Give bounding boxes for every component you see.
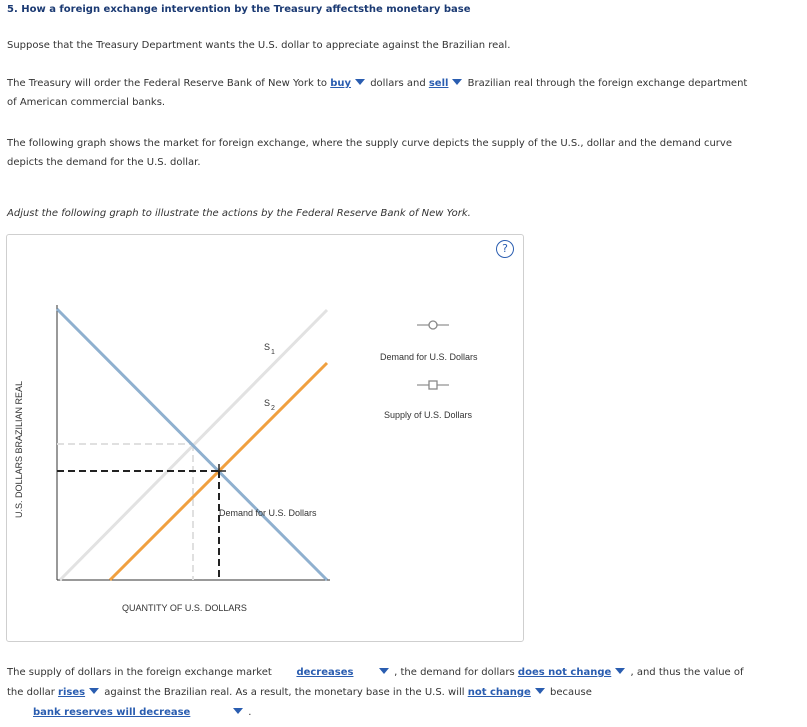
s1-label-sub: 1 bbox=[271, 349, 275, 356]
dropdown-value: rises bbox=[58, 687, 86, 698]
demand-change-dropdown[interactable] bbox=[518, 663, 627, 682]
help-icon[interactable]: ? bbox=[496, 240, 514, 258]
legend-supply-label: Supply of U.S. Dollars bbox=[384, 410, 473, 420]
s2-label: S bbox=[264, 398, 271, 408]
graph-description-2: depicts the demand for the U.S. dollar. bbox=[7, 157, 201, 168]
reason-dropdown[interactable] bbox=[7, 703, 245, 722]
legend-demand-handle[interactable] bbox=[429, 321, 437, 329]
graph-description-1: The following graph shows the market for foreign exchange, where the supply curve depicts the supply of the U.S., dollar and the demand curve bbox=[7, 138, 732, 149]
s2-label-sub: 2 bbox=[271, 405, 275, 412]
action-text-c: Brazilian real through the foreign exchange department bbox=[467, 78, 748, 89]
demand-curve-label: Demand for U.S. Dollars bbox=[219, 508, 317, 518]
x-axis-label: QUANTITY OF U.S. DOLLARS bbox=[122, 603, 247, 613]
answer-text-2: , the demand for dollars bbox=[394, 667, 515, 678]
supply-change-dropdown[interactable] bbox=[275, 663, 391, 682]
dropdown-arrow-icon bbox=[615, 668, 625, 674]
answer-text-5: against the Brazilian real. As a result, the monetary base in the U.S. will bbox=[104, 687, 465, 698]
dropdown-value: decreases bbox=[296, 667, 354, 678]
answer-text-4: the dollar bbox=[7, 687, 55, 698]
dropdown-arrow-icon bbox=[535, 688, 545, 694]
action-text-line2: of American commercial banks. bbox=[7, 97, 166, 108]
answer-text-3: , and thus the value of bbox=[630, 667, 744, 678]
dropdown-value: sell bbox=[428, 78, 449, 89]
dropdown-value: bank reserves will decrease bbox=[33, 707, 191, 718]
answer-end: . bbox=[248, 707, 252, 718]
graph-instruction: Adjust the following graph to illustrate the actions by the Federal Reserve Bank of New York. bbox=[7, 208, 471, 219]
action-text-a: The Treasury will order the Federal Reserve Bank of New York to bbox=[7, 78, 328, 89]
answer-line-1 bbox=[7, 663, 744, 682]
dropdown-arrow-icon bbox=[233, 708, 243, 714]
answer-text-1: The supply of dollars in the foreign exchange market bbox=[7, 667, 272, 678]
action-text-b: dollars and bbox=[370, 78, 426, 89]
dropdown-value: does not change bbox=[517, 667, 612, 678]
question-title: 5. How a foreign exchange intervention by the Treasury affectsthe monetary base bbox=[7, 4, 471, 15]
dropdown-arrow-icon bbox=[89, 688, 99, 694]
dropdown-arrow-icon bbox=[379, 668, 389, 674]
answer-text-6: because bbox=[550, 687, 592, 698]
dropdown-value: buy bbox=[330, 78, 352, 89]
legend-demand-label: Demand for U.S. Dollars bbox=[380, 352, 478, 362]
s1-label: S bbox=[264, 342, 271, 352]
dropdown-value: not change bbox=[467, 687, 531, 698]
answer-line-3 bbox=[7, 703, 251, 722]
monetary-base-dropdown[interactable] bbox=[468, 683, 547, 702]
intro-text: Suppose that the Treasury Department wants the U.S. dollar to appreciate against the Brazilian real. bbox=[7, 40, 511, 51]
legend-supply-handle[interactable] bbox=[429, 381, 437, 389]
answer-line-2 bbox=[7, 683, 592, 702]
y-axis-label: U.S. DOLLARS BRAZILIAN REAL bbox=[14, 380, 24, 518]
dollar-value-dropdown[interactable] bbox=[58, 683, 101, 702]
